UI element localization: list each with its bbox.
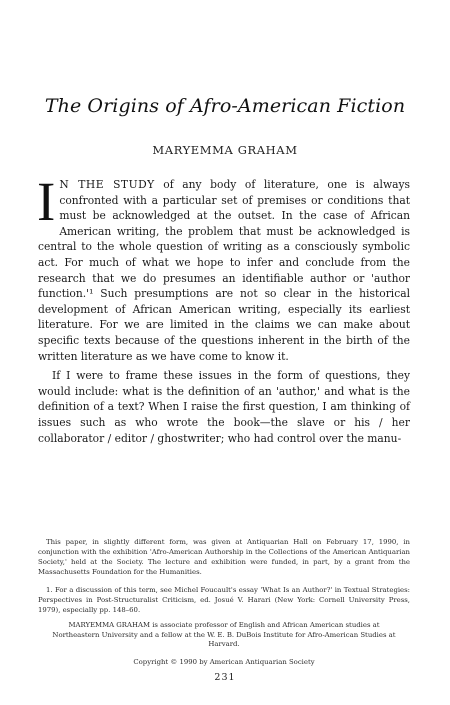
lead-in: N THE STUDY [59,178,155,191]
page-number: 231 [214,672,236,683]
author-bio [48,621,400,667]
article-author: MARYEMMA GRAHAM [152,143,298,157]
article-body [37,171,410,446]
paragraph-2: If I were to frame these issues in the form of questions, they would include: what is the definition of an 'author,' and what is the definition of a text? When I raise the first question, I am thinking of issues such as who wrote the book—the slave or his / her collaborator / editor / ghostwriter; who had control over the manu- [38,369,410,445]
paragraph-1 [37,171,410,364]
author-bio-text: MARYEMMA GRAHAM is associate professor of English and African American studies at Northeastern University and a fellow at the W. E. B. DuBois Institute for Afro-American Studies at Harvard. [52,621,396,648]
article-title: The Origins of Afro-American Fiction [44,95,406,117]
copyright-line: Copyright © 1990 by American Antiquarian Society [133,657,315,666]
footnote-paper-origin: This paper, in slightly different form, was given at Antiquarian Hall on February 17, 1990, in conjunction with the exhibition 'Afro-American Authorship in the Collections of the American Antiquarian Society,' held at the Society. The lecture and exhibition were funded, in part, by a grant from the Massachusetts Foundation for the Humanities. [38,538,410,576]
paragraph-1-text: of any body of literature, one is always confronted with a particular set of premises or conditions that must be acknowledged at the outset. In the case of African American writing, the problem that must be acknowledged is central to the whole question of writing as a consciously symbolic act. For much of what we hope to infer and conclude from the research that we do presumes an identifiable author or 'author function.'¹ Such presumptions are not so clear in the historical development of African American writing, especially its earliest literature. For we are limited in the claims we can make about specific texts because of the questions inherent in the birth of the written literature as we have come to know it. [38,178,410,363]
drop-cap: I [37,171,56,232]
footnotes [38,537,410,615]
footnote-1: 1. For a discussion of this term, see Michel Foucault's essay 'What Is an Author?' in Textual Strategies: Perspectives in Post-Structuralist Criticism, ed. Josué V. Harari (New York: Cornell University Press, 1979), especially pp. 148–60. [38,586,410,614]
